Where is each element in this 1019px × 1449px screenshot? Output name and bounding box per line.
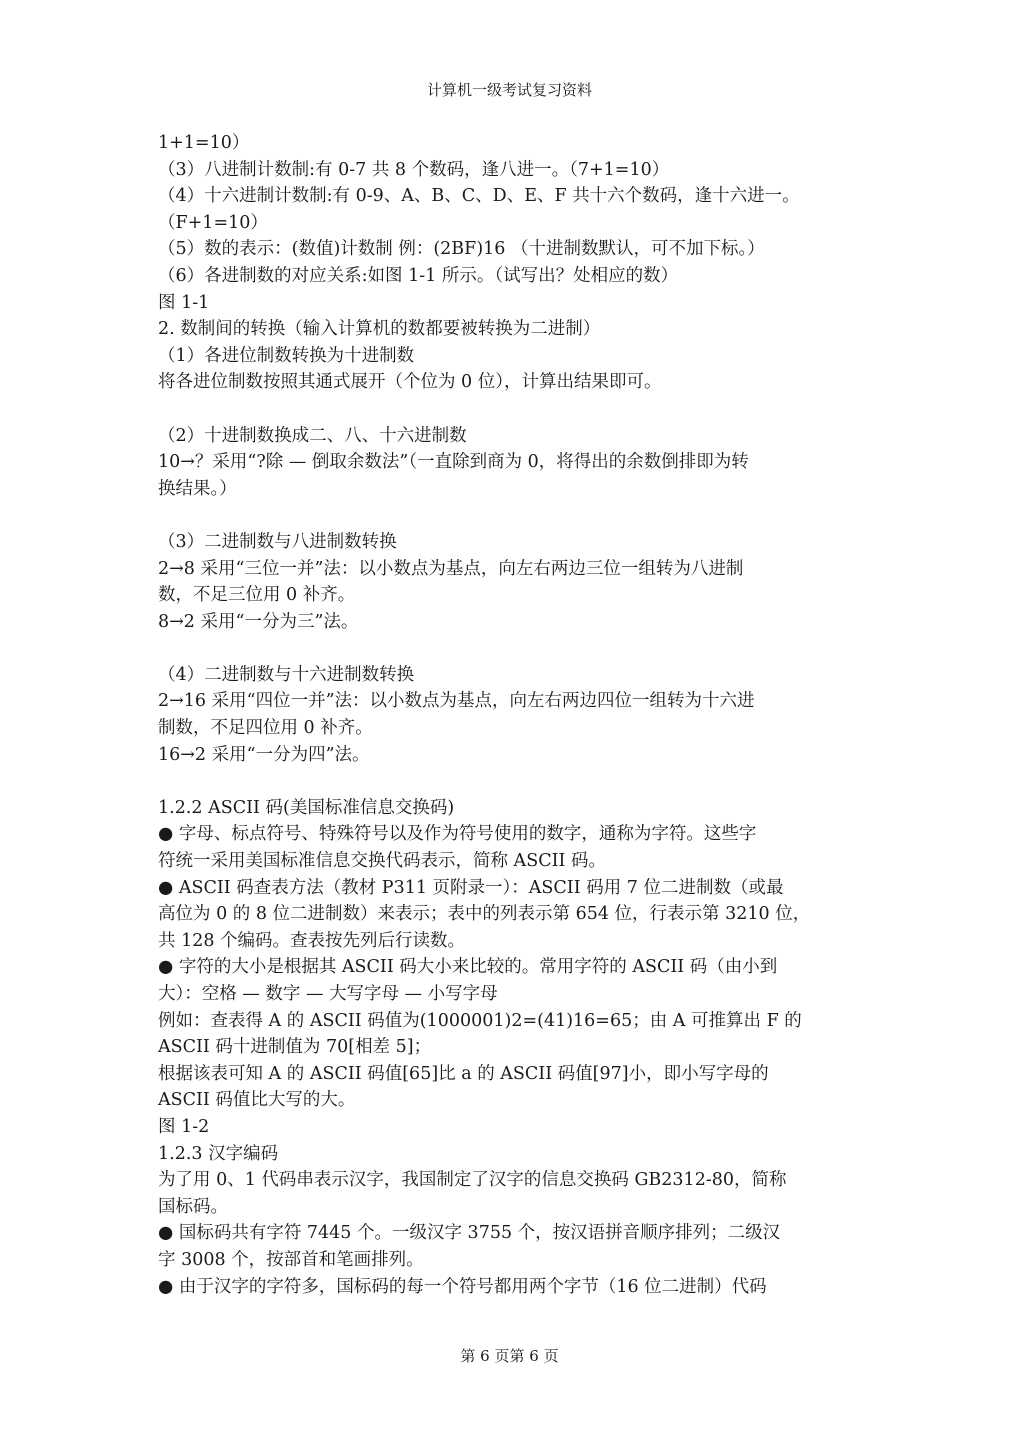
page-body [158,130,873,1300]
text-line: 2. 数制间的转换（输入计算机的数都要被转换为二进制） [158,319,601,340]
page-footer [0,1346,1019,1366]
text-line: 10→？采用“?除 — 倒取余数法”（一直除到商为 0，将得出的余数倒排即为转 [158,452,749,473]
text-line: 符统一采用美国标准信息交换代码表示，简称 ASCII 码。 [158,851,606,872]
text-line: ASCII 码值比大写的大。 [158,1090,356,1111]
page-number: 第 6 页第 6 页 [460,1347,559,1365]
text-line: 换结果。） [158,478,237,499]
text-line: 制数，不足四位用 0 补齐。 [158,718,373,739]
text-line: 图 1-2 [158,1116,210,1137]
text-line: 8→2 采用“一分为三”法。 [158,611,359,632]
blank-line [158,768,873,795]
text-line: 16→2 采用“一分为四”法。 [158,744,370,765]
text-line: （3）八进制计数制:有 0-7 共 8 个数码，逢八进一。（7+1=10） [158,159,670,180]
text-line: 1.2.3 汉字编码 [158,1143,279,1164]
text-line: （2）十进制数换成二、八、十六进制数 [158,425,467,446]
text-line: 将各进位制数按照其通式展开（个位为 0 位），计算出结果即可。 [158,372,662,393]
blank-line [158,502,873,529]
text-line: 1.2.2 ASCII 码(美国标准信息交换码) [158,797,455,818]
text-line: 高位为 0 的 8 位二进制数）来表示；表中的列表示第 654 位，行表示第 3210 位， [158,904,811,925]
blank-line [158,396,873,423]
text-line: 数，不足三位用 0 补齐。 [158,585,356,606]
blank-line [158,635,873,662]
text-line: ● 由于汉字的字符多，国标码的每一个符号都用两个字节（16 位二进制）代码 [158,1276,767,1297]
text-line: 1+1=10） [158,133,250,153]
page-header [0,80,1019,100]
text-line: 共 128 个编码。查表按先列后行读数。 [158,930,466,951]
text-line: ● 字符的大小是根据其 ASCII 码大小来比较的。常用字符的 ASCII 码（由小到 [158,957,778,978]
text-line: （F+1=10） [158,212,268,233]
text-line: 为了用 0、1 代码串表示汉字，我国制定了汉字的信息交换码 GB2312-80，简称 [158,1170,787,1191]
text-line: ● ASCII 码查表方法（教材 P311 页附录一）：ASCII 码用 7 位二进制数（或最 [158,877,784,898]
text-line: 国标码。 [158,1196,228,1217]
text-line: （4）二进制数与十六进制数转换 [158,664,415,685]
document-title: 计算机一级考试复习资料 [426,81,592,99]
text-line: （4）十六进制计数制:有 0-9、A、B、C、D、E、F 共十六个数码，逢十六进一。 [158,186,800,207]
text-line: （3）二进制数与八进制数转换 [158,531,397,552]
text-line: ● 国标码共有字符 7445 个。一级汉字 3755 个，按汉语拼音顺序排列；二级汉 [158,1223,781,1244]
text-line: 大）：空格 — 数字 — 大写字母 — 小写字母 [158,984,498,1004]
text-line: 图 1-1 [158,292,210,313]
text-line: 2→16 采用“四位一并”法：以小数点为基点，向左右两边四位一组转为十六进 [158,691,755,712]
text-line: ● 字母、标点符号、特殊符号以及作为符号使用的数字，通称为字符。这些字 [158,824,757,845]
text-line: （6）各进制数的对应关系:如图 1-1 所示。（试写出？处相应的数） [158,265,679,286]
text-line: （1）各进位制数转换为十进制数 [158,345,415,366]
text-line: 例如：查表得 A 的 ASCII 码值为(1000001)2=(41)16=65；由 A 可推算出 F 的 [158,1010,802,1031]
text-line: 2→8 采用“三位一并”法：以小数点为基点，向左右两边三位一组转为八进制 [158,558,744,579]
text-line: （5）数的表示：(数值)计数制 例：(2BF)16 （十进制数默认，可不加下标。） [158,239,765,260]
text-line: 根据该表可知 A 的 ASCII 码值[65]比 a 的 ASCII 码值[97]小，即小写字母的 [158,1063,769,1084]
text-line: 字 3008 个，按部首和笔画排列。 [158,1249,424,1270]
text-line: ASCII 码十进制值为 70[相差 5]； [158,1037,432,1058]
